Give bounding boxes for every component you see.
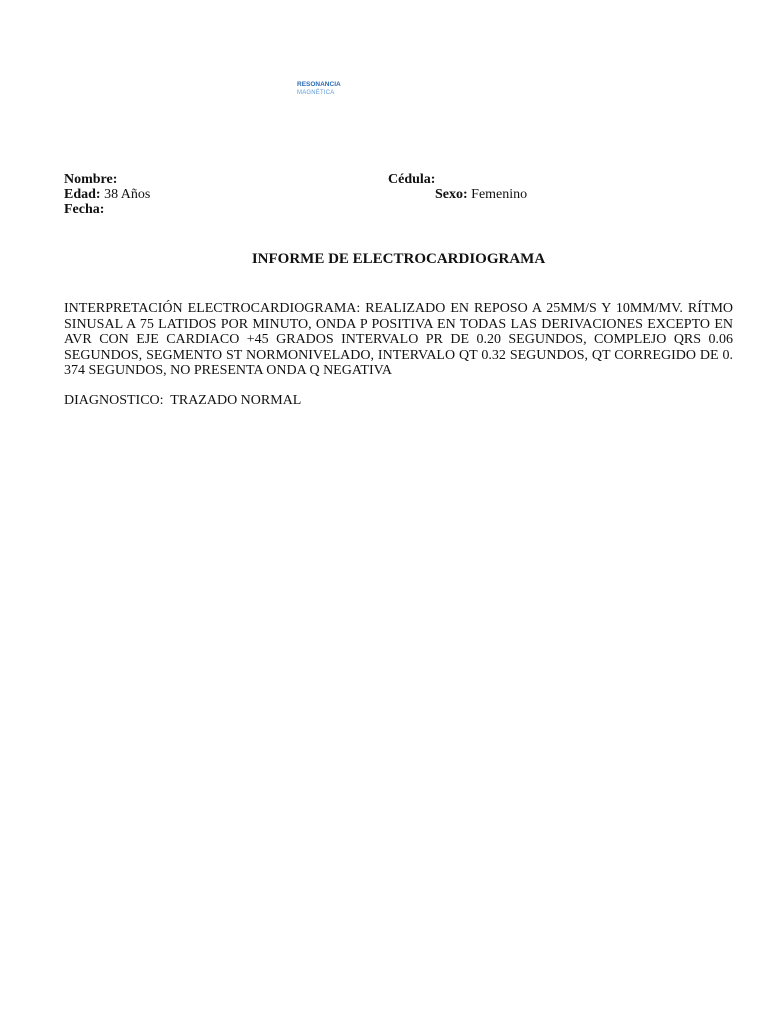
patient-sex-field — [435, 187, 527, 203]
date-label: Fecha: — [64, 202, 105, 217]
logo-line-2: MAGNÉTICA — [297, 90, 335, 96]
name-label: Nombre: — [64, 172, 118, 187]
age-value: 38 Años — [100, 187, 151, 202]
report-title: INFORME DE ELECTROCARDIOGRAMA — [251, 251, 546, 267]
patient-name-field — [64, 172, 117, 188]
diagnosis: DIAGNOSTICO: TRAZADO NORMAL — [64, 393, 302, 408]
age-label: Edad: — [64, 187, 101, 202]
cedula-label: Cédula: — [388, 172, 436, 187]
ecg-interpretation: INTERPRETACIÓN ELECTROCARDIOGRAMA: REALIZADO EN REPOSO A 25MM/S Y 10MM/MV. RÍTMO SINUSAL A 75 LATIDOS POR MINUTO, ONDA P POSITIVA EN TODAS LAS DERIVACIONES EXCEPTO EN AVR CON EJE CARDIACO +45 GRADOS INTERVALO PR DE 0.20 SEGUNDOS, COMPLEJO QRS 0.06 SEGUNDOS, SEGMENTO ST NORMONIVELADO, INTERVALO QT 0.32 SEGUNDOS, QT CORREGIDO DE 0. 374 SEGUNDOS, NO PRESENTA ONDA Q NEGATIVA — [64, 301, 733, 378]
patient-id-field — [388, 172, 435, 188]
sex-label: Sexo: — [435, 187, 468, 202]
clinic-logo — [297, 80, 345, 98]
report-date-field — [64, 202, 104, 218]
patient-age-field — [64, 187, 150, 203]
sex-value: Femenino — [467, 187, 528, 202]
logo-line-1: RESONANCIA — [297, 81, 341, 88]
